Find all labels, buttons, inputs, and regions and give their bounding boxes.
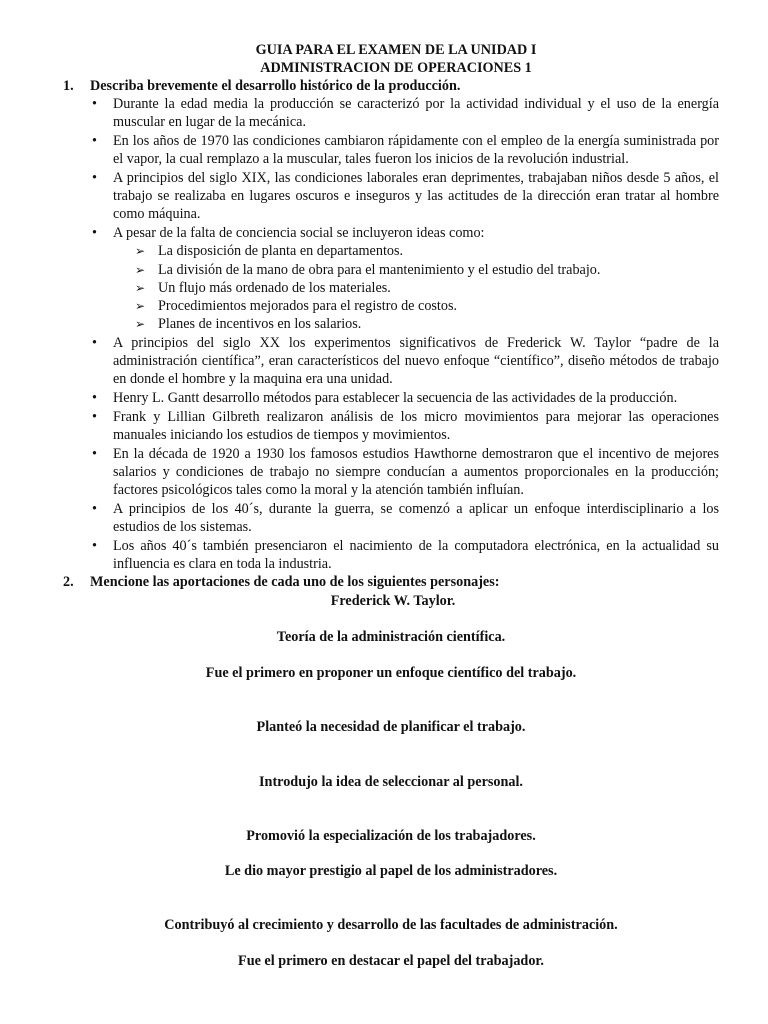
question-list xyxy=(63,77,719,592)
contribution-item: Contribuyó al crecimiento y desarrollo de las facultades de administración. xyxy=(164,917,618,934)
contribution-item: Le dio mayor prestigio al papel de los administradores. xyxy=(224,862,558,879)
bullet-item: • En los años de 1970 las condiciones cambiaron rápidamente con el empleo de la energía suministrada por el vapor, la cual remplazo a la muscular, tales fueron los inicios de la revolución industrial. xyxy=(91,132,719,168)
sub-item: ➢ La división de la mano de obra para el mantenimiento y el estudio del trabajo. xyxy=(135,261,719,279)
sub-item: ➢ Un flujo más ordenado de los materiales. xyxy=(135,279,719,297)
question-1-text: Describa brevemente el desarrollo histórico de la producción. xyxy=(90,78,461,94)
sub-item: ➢ Planes de incentivos en los salarios. xyxy=(135,315,719,333)
contribution-item: Planteó la necesidad de planificar el trabajo. xyxy=(256,719,526,736)
title-line-2: ADMINISTRACION DE OPERACIONES 1 xyxy=(260,60,532,76)
question-2-text: Mencione las aportaciones de cada uno de los siguientes personajes: xyxy=(90,574,500,591)
bullet-item: • A principios del siglo XIX, las condiciones laborales eran deprimentes, trabajaban niños desde 5 años, el trabajo se realizaba en lugares oscuros e inseguros y las actitudes de la dirección eran tratar al hombre como máquina. xyxy=(91,169,719,224)
contribution-item: Teoría de la administración científica. xyxy=(276,628,506,645)
question-1-number: 1. xyxy=(63,78,74,94)
bullet-item: • Los años 40´s también presenciaron el nacimiento de la computadora electrónica, en la actualidad su influencia es clara en toda la industria. xyxy=(91,537,719,573)
contribution-item: Introdujo la idea de seleccionar al personal. xyxy=(259,773,523,790)
bullet-item: • Frank y Lillian Gilbreth realizaron análisis de los micro movimientos para mejorar las operaciones manuales iniciando los estudios de tiempos y movimientos. xyxy=(91,408,719,444)
bullet-item: • A principios del siglo XX los experimentos significativos de Frederick W. Taylor “padre de la administración científica”, eran característicos del nuevo enfoque “científico”, diseño métodos de trabajo en donde el hombre y la maquina era una unidad. xyxy=(91,334,719,389)
question-2-number: 2. xyxy=(63,574,74,591)
bullet-item-ideas xyxy=(91,224,719,333)
bullet-item: • Henry L. Gantt desarrollo métodos para establecer la secuencia de las actividades de la producción. xyxy=(91,389,719,407)
ideas-sublist xyxy=(113,242,719,333)
title-line-1: GUIA PARA EL EXAMEN DE LA UNIDAD I xyxy=(255,42,537,58)
sub-item: ➢ Procedimientos mejorados para el registro de costos. xyxy=(135,297,719,315)
contribution-item: Promovió la especialización de los trabajadores. xyxy=(246,827,536,844)
bullet-item: • Durante la edad media la producción se caracterizó por la actividad individual y el uso de la energía muscular en lugar de la mecánica. xyxy=(91,95,719,131)
contribution-item: Fue el primero en proponer un enfoque científico del trabajo. xyxy=(205,665,577,682)
sub-item: ➢ La disposición de planta en departamentos. xyxy=(135,242,719,260)
person-name: Frederick W. Taylor. xyxy=(330,592,456,609)
bullet-item: • En la década de 1920 a 1930 los famosos estudios Hawthorne demostraron que el incentivo de mejores salarios y condiciones de trabajo no siempre conducían a aumentos proporcionales en la producción; factores psicológicos tales como la moral y la atención también influían. xyxy=(91,445,719,500)
question-2 xyxy=(63,573,719,591)
question-1 xyxy=(63,77,719,573)
question-2-heading xyxy=(63,573,719,591)
bullet-item-text: A pesar de la falta de conciencia social se incluyeron ideas como: xyxy=(113,225,485,242)
bullet-item: • A principios de los 40´s, durante la guerra, se comenzó a aplicar un enfoque interdisciplinario a los estudios de los sistemas. xyxy=(91,500,719,536)
question-1-heading xyxy=(63,77,719,95)
question-1-bullets xyxy=(63,95,719,573)
contribution-item: Fue el primero en destacar el papel del trabajador. xyxy=(238,953,544,970)
